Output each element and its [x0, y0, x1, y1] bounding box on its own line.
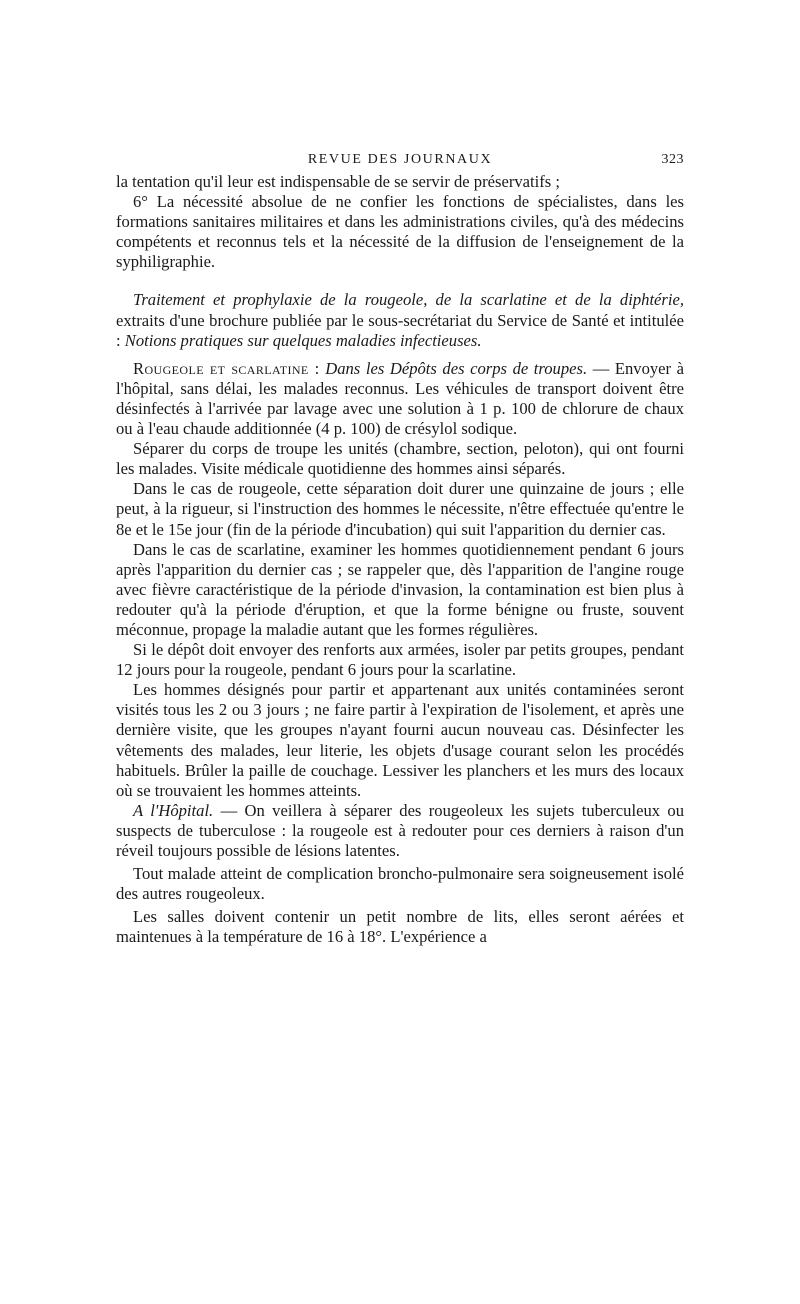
journal-page — [116, 148, 684, 947]
hopital-heading: A l'Hôpital. — [133, 800, 214, 820]
section-subheading: Dans les Dépôts des corps de troupes. — [325, 358, 588, 378]
paragraph-separation: Séparer du corps de troupe les unités (chambre, section, peloton), qui ont fourni les malades. Visite médicale quotidienne des hommes ainsi séparés. — [116, 439, 684, 479]
paragraph-depots — [116, 359, 684, 439]
paragraph-broncho-pulmonaire: Tout malade atteint de complication broncho-pulmonaire sera soigneusement isolé des autres rougeoleux. — [116, 864, 684, 904]
running-header — [116, 148, 684, 172]
paragraph-continued: la tentation qu'il leur est indispensable de se servir de préservatifs ; — [116, 172, 560, 191]
running-title: REVUE DES JOURNAUX — [307, 152, 493, 167]
paragraph-hopital — [116, 801, 684, 861]
article-body — [116, 172, 684, 947]
paragraph-hommes-designes: Les hommes désignés pour partir et appartenant aux unités contaminées seront visités tous les 2 ou 3 jours ; ne faire partir à l'expiration de l'isolement, et après une dernière visite, que les groupes n'ayant fourni aucun nouveau cas. Désinfecter les vêtements des malades, leur literie, les objets d'usage courant selon les procédés habituels. Brûler la paille de couchage. Lessiver les planchers et les murs des locaux où se trouvaient les hommes atteints. — [116, 680, 684, 800]
paragraph-renforts: Si le dépôt doit envoyer des renforts aux armées, isoler par petits groupes, pendant 12 jours pour la rougeole, pendant 6 jours pour la scarlatine. — [116, 640, 684, 680]
article-title: Traitement et prophylaxie de la rougeole, de la scarlatine et de la diphtérie, — [133, 290, 684, 310]
paragraph-article-intro — [116, 290, 684, 350]
article-source-title: Notions pratiques sur quelques maladies infectieuses. — [124, 330, 482, 350]
paragraph-rougeole: Dans le cas de rougeole, cette séparation doit durer une quinzaine de jours ; elle peut, à la rigueur, si l'instruction des hommes le nécessite, n'être effectuée qu'entre le 8e et le 15e jour (fin de la période d'incubation) qui suit l'apparition du dernier cas. — [116, 479, 684, 539]
page-number: 323 — [661, 152, 684, 167]
depots-text: — Envoyer à l'hôpital, sans délai, les malades reconnus. Les véhicules de transport doivent être désinfectés à l'arrivée par lavage avec une solution à 1 p. 100 de chlorure de chaux ou à l'eau chaude additionnée (4 p. 100) de crésylol sodique. — [116, 358, 685, 439]
paragraph-scarlatine: Dans le cas de scarlatine, examiner les hommes quotidiennement pendant 6 jours après l'apparition du dernier cas ; se rappeler que, dès l'apparition de l'angine rouge avec fièvre caractéristique de la période d'invasion, la contamination est bien plus à redouter qu'à la période d'éruption, et que la forme bénigne ou fruste, souvent méconnue, propage la maladie autant que les formes régulières. — [116, 539, 684, 639]
paragraph-point-6: 6° La nécessité absolue de ne confier les fonctions de spécialistes, dans les formations sanitaires militaires et dans les administrations civiles, qu'à des médecins compétents et reconnus tels et la nécessité de la diffusion de l'enseignement de la syphiligraphie. — [116, 192, 684, 272]
paragraph-salles: Les salles doivent contenir un petit nombre de lits, elles seront aérées et maintenues à la température de 16 à 18°. L'expérience a — [116, 907, 684, 947]
section-heading: Rougeole et scarlatine : — [133, 358, 320, 378]
hopital-text: — On veillera à séparer des rougeoleux les sujets tuberculeux ou suspects de tuberculose : la rougeole est à redouter pour ces derniers à raison d'un réveil toujours possible de lésions latentes. — [116, 800, 684, 860]
article-intro-text: extraits d'une brochure publiée par le sous-secrétariat du Service de Santé et intitulée : — [116, 310, 684, 350]
